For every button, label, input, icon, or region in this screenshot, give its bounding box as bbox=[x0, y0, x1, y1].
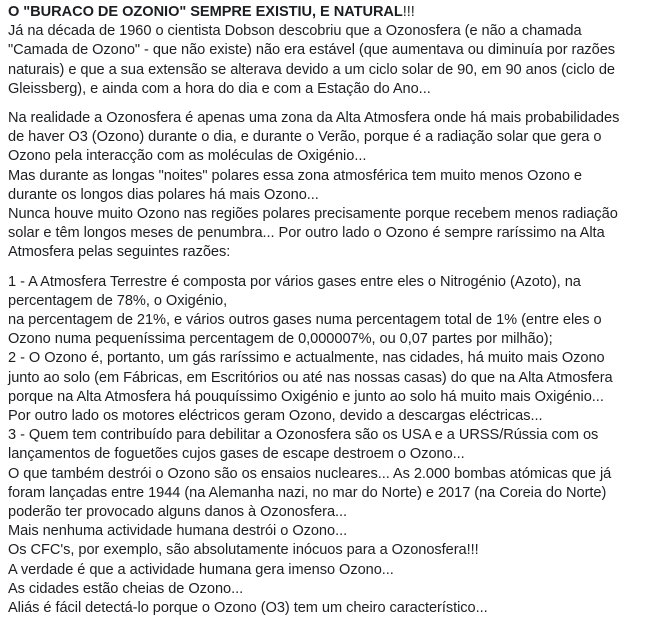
post-title bbox=[8, 3, 659, 22]
text-line: durante os longos dias polares há mais Ozono... bbox=[8, 186, 319, 203]
text-line: junto ao solo (em Fábricas, em Escritórios ou até nas nossas casas) do que na Alta Atmosfera bbox=[8, 369, 613, 386]
text-line: Nunca houve muito Ozono nas regiões polares precisamente porque recebem menos radiação bbox=[8, 206, 618, 223]
paragraph-spacer bbox=[8, 99, 659, 109]
text-line: "Camada de Ozono" - que não existe) não era estável (que aumentava ou diminuía por razões bbox=[8, 42, 616, 59]
text-line: Já na década de 1960 o cientista Dobson descobriu que a Ozonosfera (e não a chamada bbox=[8, 23, 582, 40]
text-line: percentagem de 78%, o Oxigénio, bbox=[8, 292, 228, 309]
text-line: Ozono numa pequeníssima percentagem de 0,000007%, ou 0,07 partes por milhão); bbox=[8, 331, 553, 348]
text-line: Aliás é fácil detectá-lo porque o Ozono (O3) tem um cheiro característico... bbox=[8, 600, 488, 617]
text-line: Atmosfera pelas seguintes razões: bbox=[8, 244, 231, 261]
text-line: 3 - Quem tem contribuído para debilitar a Ozonosfera são os USA e a URSS/Rússia com os bbox=[8, 427, 599, 444]
post-title-bold: O "BURACO DE OZONIO" SEMPRE EXISTIU, E NATURAL bbox=[8, 4, 403, 20]
text-line: As cidades estão cheias de Ozono... bbox=[8, 580, 244, 597]
post-title-exclamation: !!! bbox=[402, 4, 415, 20]
text-line: Gleissberg), e ainda com a hora do dia e com a Estação do Ano... bbox=[8, 80, 431, 97]
text-line: foram lançadas entre 1944 (na Alemanha nazi, no mar do Norte) e 2017 (na Coreia do Norte) bbox=[8, 484, 607, 501]
text-line: Na realidade a Ozonosfera é apenas uma zona da Alta Atmosfera onde há mais probabilidades bbox=[8, 110, 620, 127]
text-line: 2 - O Ozono é, portanto, um gás raríssimo e actualmente, nas cidades, há muito mais Ozono bbox=[8, 350, 605, 367]
paragraph-2 bbox=[8, 109, 659, 263]
text-line: naturais) e que a sua extensão se alterava devido a um ciclo solar de 90, em 90 anos (ciclo de bbox=[8, 61, 615, 78]
text-line: de haver O3 (Ozono) durante o dia, e durante o Verão, porque é a radiação solar que gera o bbox=[8, 129, 602, 146]
text-line: na percentagem de 21%, e vários outros gases numa percentagem total de 1% (entre eles o bbox=[8, 312, 602, 329]
text-line: solar e têm longos meses de penumbra... Por outro lado o Ozono é sempre raríssimo na Alta bbox=[8, 225, 605, 242]
text-line: Por outro lado os motores eléctricos geram Ozono, devido a descargas eléctricas... bbox=[8, 408, 543, 425]
text-line: 1 - A Atmosfera Terrestre é composta por vários gases entre eles o Nitrogénio (Azoto), na bbox=[8, 273, 581, 290]
paragraph-3 bbox=[8, 273, 659, 618]
text-line: Mas durante as longas "noites" polares essa zona atmosférica tem muito menos Ozono e bbox=[8, 167, 582, 184]
paragraph-1 bbox=[8, 22, 659, 99]
paragraph-spacer bbox=[8, 263, 659, 273]
text-line: O que também destrói o Ozono são os ensaios nucleares... As 2.000 bombas atómicas que já bbox=[8, 465, 612, 482]
text-line: poderão ter provocado alguns danos à Ozonosfera... bbox=[8, 504, 348, 521]
text-line: A verdade é que a actividade humana gera imenso Ozono... bbox=[8, 561, 394, 578]
text-line: Ozono pela interacção com as moléculas de Oxigénio... bbox=[8, 148, 367, 165]
text-line: lançamentos de foguetões cujos gases de escape destroem o Ozono... bbox=[8, 446, 465, 463]
text-line: Os CFC's, por exemplo, são absolutamente inócuos para a Ozonosfera!!! bbox=[8, 542, 479, 559]
text-line: porque na Alta Atmosfera há pouquíssimo Oxigénio e junto ao solo há muito mais Oxigénio... bbox=[8, 388, 604, 405]
text-line: Mais nenhuma actividade humana destrói o Ozono... bbox=[8, 523, 348, 540]
